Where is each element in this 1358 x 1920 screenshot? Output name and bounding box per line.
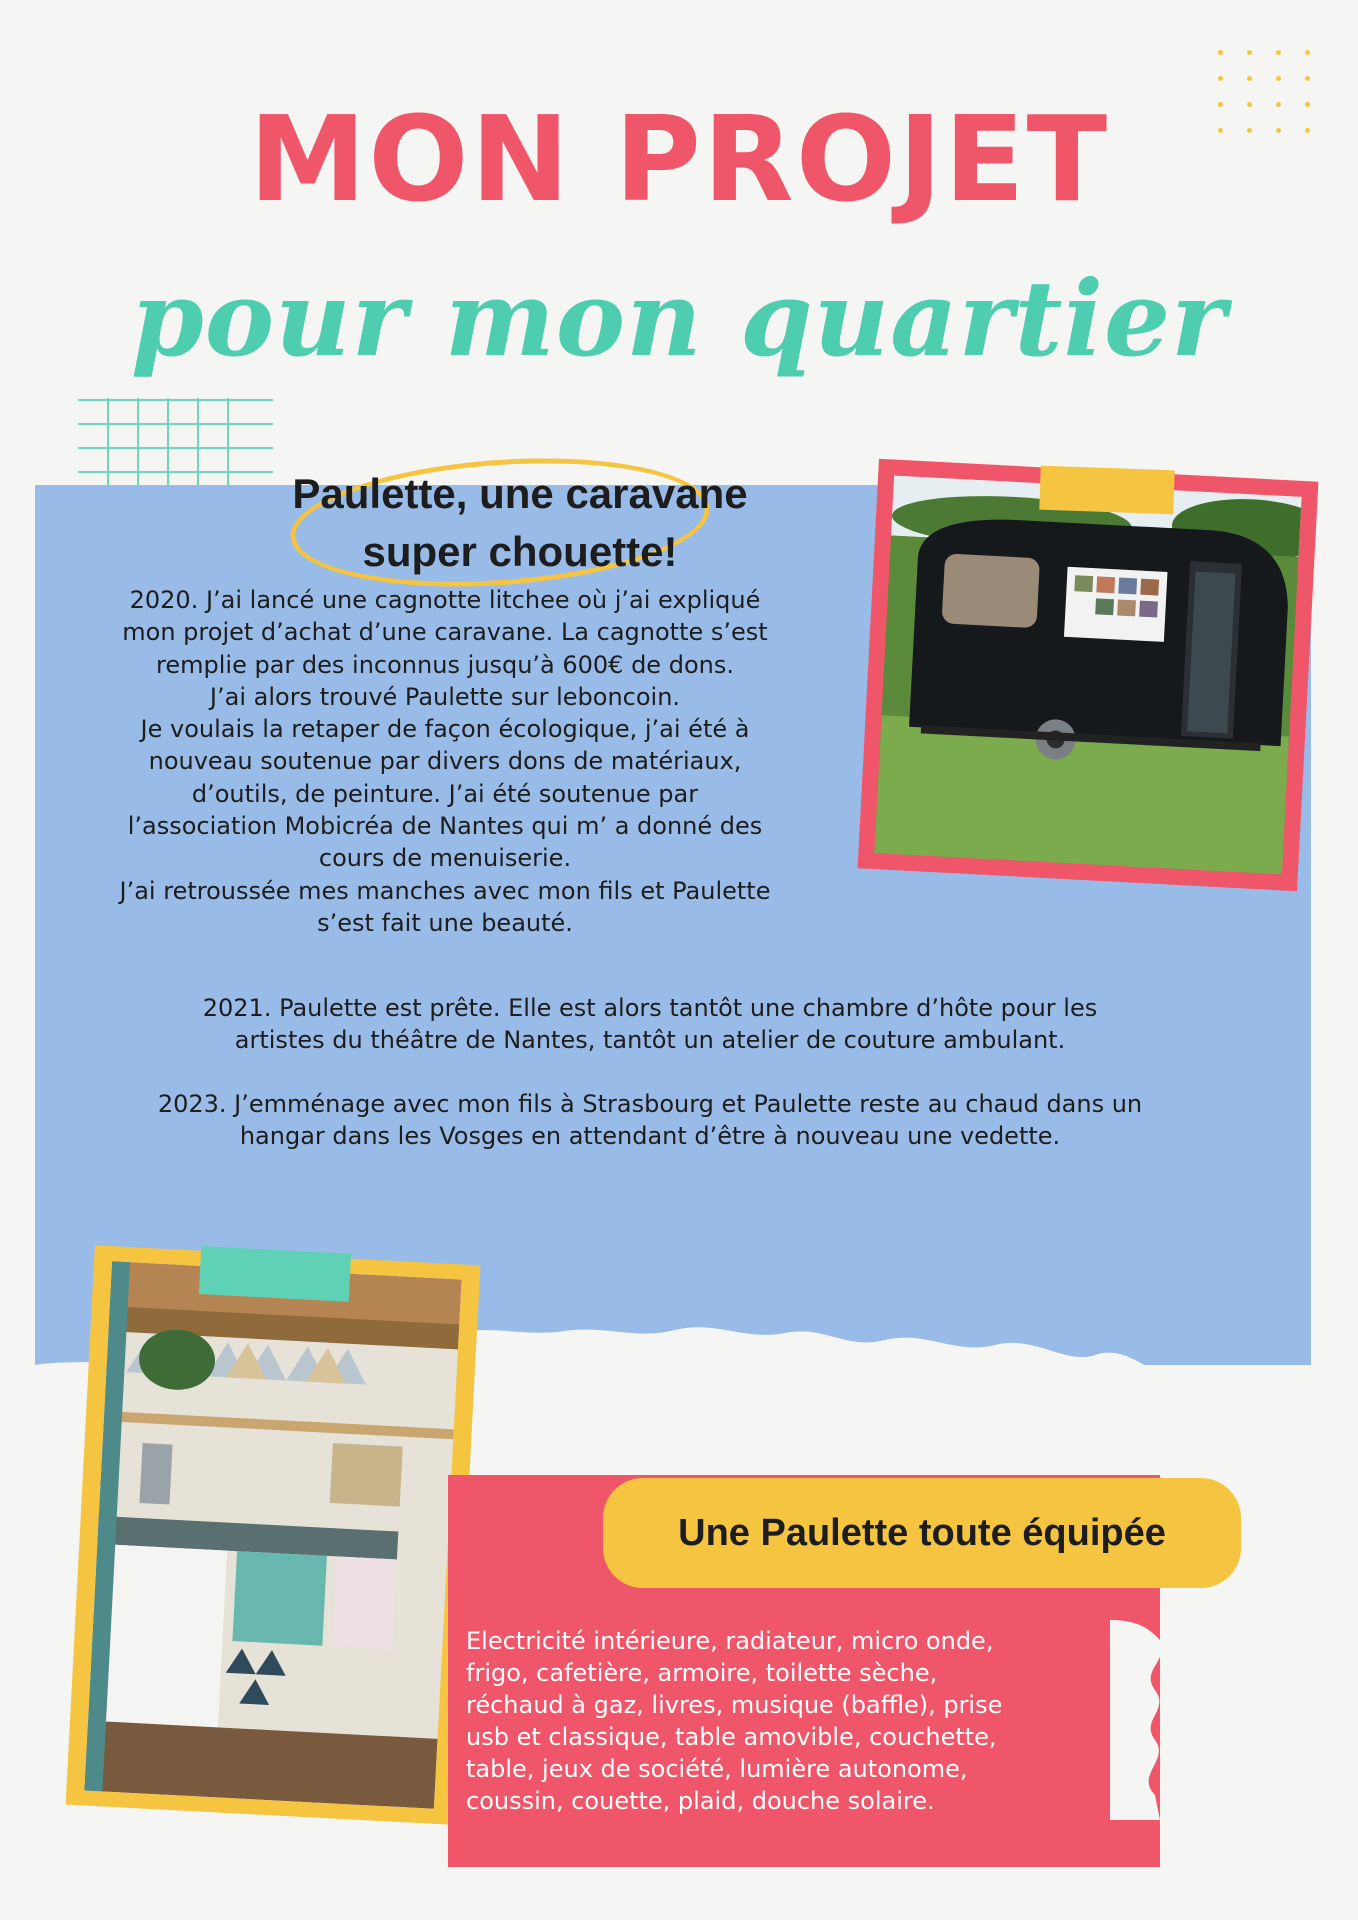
caravan-illustration [874,476,1301,875]
dot [1218,50,1223,55]
text-line: cours de menuiserie. [318,844,572,873]
paragraph-2023 [60,1088,1240,1152]
text-line: 2020. J’ai lancé une cagnotte litchee où j’ai expliqué [129,586,761,614]
dot [1276,50,1281,55]
paragraph-2020 [50,584,840,939]
torn-edge-decoration [1110,1620,1165,1820]
section2-heading-pill [603,1478,1241,1588]
text-line: J’ai alors trouvé Paulette sur leboncoin. [209,682,681,711]
text-line: remplie par des inconnus jusqu’à 600€ de dons. [156,650,734,679]
text-line: l’association Mobicréa de Nantes qui m’ a donné des [127,812,763,841]
text-line: réchaud à gaz, livres, musique (baffle), prise [466,1691,1003,1719]
text-line: nouveau soutenue par divers dons de matériaux, [148,747,742,776]
text-line: d’outils, de peinture. J’ai été soutenue par [191,779,699,808]
text-line: J’ai retroussée mes manches avec mon fils et Paulette [119,876,771,905]
paragraph-2021 [60,992,1240,1056]
caravan-photo [874,476,1301,875]
dot [1305,50,1310,55]
page-subtitle: pour mon quartier [131,257,1227,380]
tape-teal [199,1246,351,1302]
text-line: Electricité intérieure, radiateur, micro onde, [466,1627,994,1655]
interior-photo [84,1261,461,1809]
section2-heading: Une Paulette toute équipée [678,1511,1166,1554]
dot [1276,76,1281,81]
interior-illustration [84,1261,461,1809]
equipment-list [466,1625,1116,1817]
dot [1247,76,1252,81]
text-line: mon projet d’achat d’une caravane. La cagnotte s’est [122,618,768,647]
text-line: table, jeux de société, lumière autonome, [466,1755,968,1783]
section1-heading [200,465,840,581]
text-line: hangar dans les Vosges en attendant d’être à nouveau une vedette. [239,1122,1061,1150]
dot [1247,50,1252,55]
text-line: usb et classique, table amovible, couchette, [466,1723,997,1751]
text-line: s’est fait une beauté. [317,908,573,937]
page-title: MON PROJET [248,90,1110,228]
section1-heading-line2: super chouette! [362,528,678,575]
dot [1305,76,1310,81]
text-line: artistes du théâtre de Nantes, tantôt un atelier de couture ambulant. [234,1026,1066,1054]
text-line: frigo, cafetière, armoire, toilette sèche, [466,1659,938,1687]
section1-heading-line1: Paulette, une caravane [292,470,748,517]
text-line: Je voulais la retaper de façon écologique, j’ai été à [140,715,750,744]
text-line: 2023. J’emménage avec mon fils à Strasbourg et Paulette reste au chaud dans un [157,1090,1143,1118]
tape-yellow [1039,466,1174,515]
text-line: coussin, couette, plaid, douche solaire. [466,1787,935,1815]
text-line: 2021. Paulette est prête. Elle est alors tantôt une chambre d’hôte pour les [202,994,1098,1022]
dot [1218,76,1223,81]
